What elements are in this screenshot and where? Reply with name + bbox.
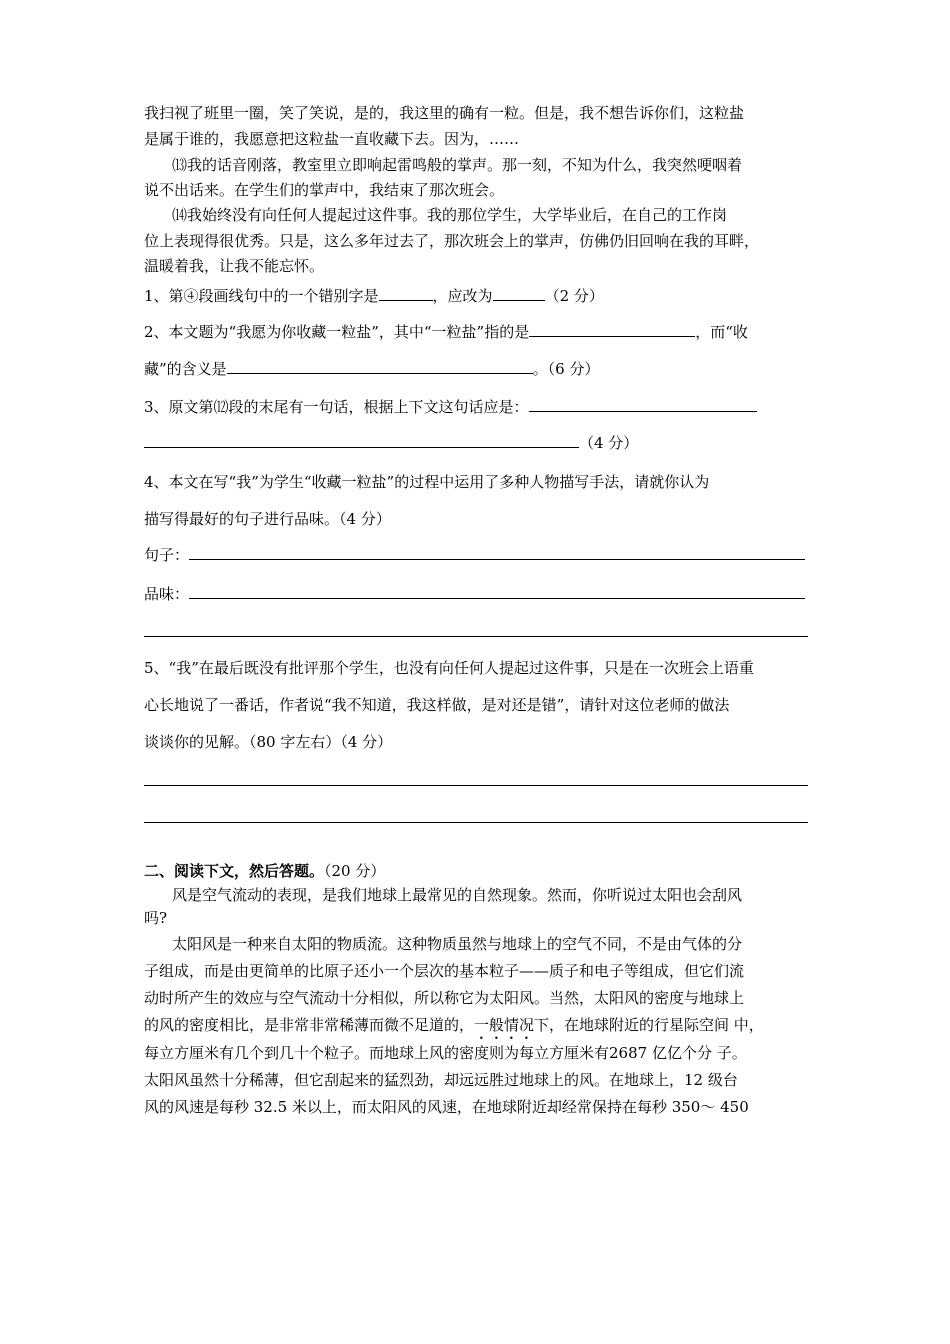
question-5-cont: 心长地说了一番话，作者说“我不知道，我这样做，是对还是错”，请针对这位老师的做法 <box>144 696 730 714</box>
passage-line: 我扫视了班里一圈，笑了笑说，是的，我这里的确有一粒。但是，我不想告诉你们，这粒盐 <box>144 104 745 122</box>
section-2-heading <box>144 861 385 881</box>
passage2-line: 动时所产生的效应与空气流动十分相似，所以称它为太阳风。当然，太阳风的密度与地球上 <box>144 989 745 1007</box>
passage-paragraph-13: ⒀我的话音刚落，教室里立即响起雷鸣般的掌声。那一刻，不知为什么，我突然哽咽着 <box>172 156 743 174</box>
passage2-line: 太阳风是一种来自太阳的物质流。这种物质虽然与地球上的空气不同，不是由气体的分 <box>172 935 743 953</box>
question-1 <box>144 286 604 306</box>
question-2 <box>144 322 748 342</box>
question-2-cont <box>144 359 599 379</box>
question-3-text: 3、原文第⑿段的末尾有一句话，根据上下文这句话应是： <box>144 398 529 416</box>
answer-blank-missing-sentence-2[interactable] <box>144 433 579 448</box>
question-1-score: （2 分） <box>544 287 604 305</box>
question-4-cont: 描写得最好的句子进行品味。（4 分） <box>144 510 391 528</box>
question-4: 4、本文在写“我”为学生“收藏一粒盐”的过程中运用了多种人物描写手法，请就你认为 <box>144 473 710 491</box>
passage-line: 温暖着我，让我不能忘怀。 <box>144 257 325 275</box>
question-2-text: ，而“收 <box>695 323 748 341</box>
question-1-text: 1、第④段画线句中的一个错别字是 <box>144 287 379 305</box>
question-3-score: （4 分） <box>579 434 639 452</box>
answer-blank-missing-sentence[interactable] <box>529 397 757 412</box>
passage2-line: 太阳风虽然十分稀薄，但它刮起来的猛烈劲，却远远胜过地球上的风。在地球上，12 级台 <box>144 1071 738 1089</box>
passage-line: 说不出话来。在学生们的掌声中，我结束了那次班会。 <box>144 181 505 199</box>
taste-label: 品味： <box>144 585 190 603</box>
section-score: （20 分） <box>324 862 386 880</box>
passage-line: 位上表现得很优秀。只是，这么多年过去了，那次班会上的掌声，仿佛仍旧回响在我的耳畔， <box>144 232 760 250</box>
answer-blank-collect-meaning[interactable] <box>227 359 533 374</box>
section-heading-text: 二、阅读下文，然后答题。 <box>144 862 325 880</box>
passage2-line <box>144 1015 764 1043</box>
passage2-line: 子组成，而是由更简单的比原子还小一个层次的基本粒子——质子和电子等组成，但它们流 <box>144 962 745 980</box>
question-4-sentence <box>144 545 805 565</box>
answer-line[interactable] <box>144 822 808 823</box>
question-5: 5、“我”在最后既没有批评那个学生，也没有向任何人提起过这件事，只是在一次班会上语重 <box>144 659 754 677</box>
question-5-cont: 谈谈你的见解。（80 字左右）（4 分） <box>144 733 393 751</box>
question-2-text: 2、本文题为“我愿为你收藏一粒盐”，其中“一粒盐”指的是 <box>144 323 530 341</box>
answer-line[interactable] <box>144 636 808 637</box>
question-3-cont <box>144 433 638 453</box>
passage-paragraph-14: ⒁我始终没有向任何人提起过这件事。我的那位学生，大学毕业后，在自己的工作岗 <box>172 206 728 224</box>
sentence-label: 句子： <box>144 546 190 564</box>
passage-line: 是属于谁的，我愿意把这粒盐一直收藏下去。因为，…… <box>144 130 520 148</box>
answer-blank-correct-char[interactable] <box>493 286 545 301</box>
answer-blank-salt-meaning[interactable] <box>529 322 695 337</box>
question-2-text: 藏”的含义是 <box>144 360 227 378</box>
answer-blank-sentence[interactable] <box>189 545 805 560</box>
question-3 <box>144 397 757 417</box>
question-2-score: 。（6 分） <box>532 360 600 378</box>
emphasized-phrase: 一般情况 <box>474 1016 535 1034</box>
question-4-taste <box>144 584 805 604</box>
passage2-line: 吗? <box>144 909 168 927</box>
answer-line[interactable] <box>144 785 808 786</box>
passage2-text: 的风的密度相比，是非常非常稀薄而微不足道的， <box>144 1016 475 1034</box>
answer-blank-taste[interactable] <box>189 584 805 599</box>
passage2-line: 每立方厘米有几个到几十个粒子。而地球上风的密度则为每立方厘米有2687 亿亿个分 子。 <box>144 1044 747 1062</box>
answer-blank-wrong-char[interactable] <box>379 286 433 301</box>
passage2-line: 风的风速是每秒 32.5 米以上，而太阳风的风速，在地球附近却经常保持在每秒 350～ 450 <box>144 1098 749 1116</box>
passage2-text: 下，在地球附近的行星际空间 中， <box>534 1016 764 1034</box>
passage2-line: 风是空气流动的表现，是我们地球上最常见的自然现象。然而，你听说过太阳也会刮风 <box>172 886 743 904</box>
question-1-text: ，应改为 <box>432 287 493 305</box>
